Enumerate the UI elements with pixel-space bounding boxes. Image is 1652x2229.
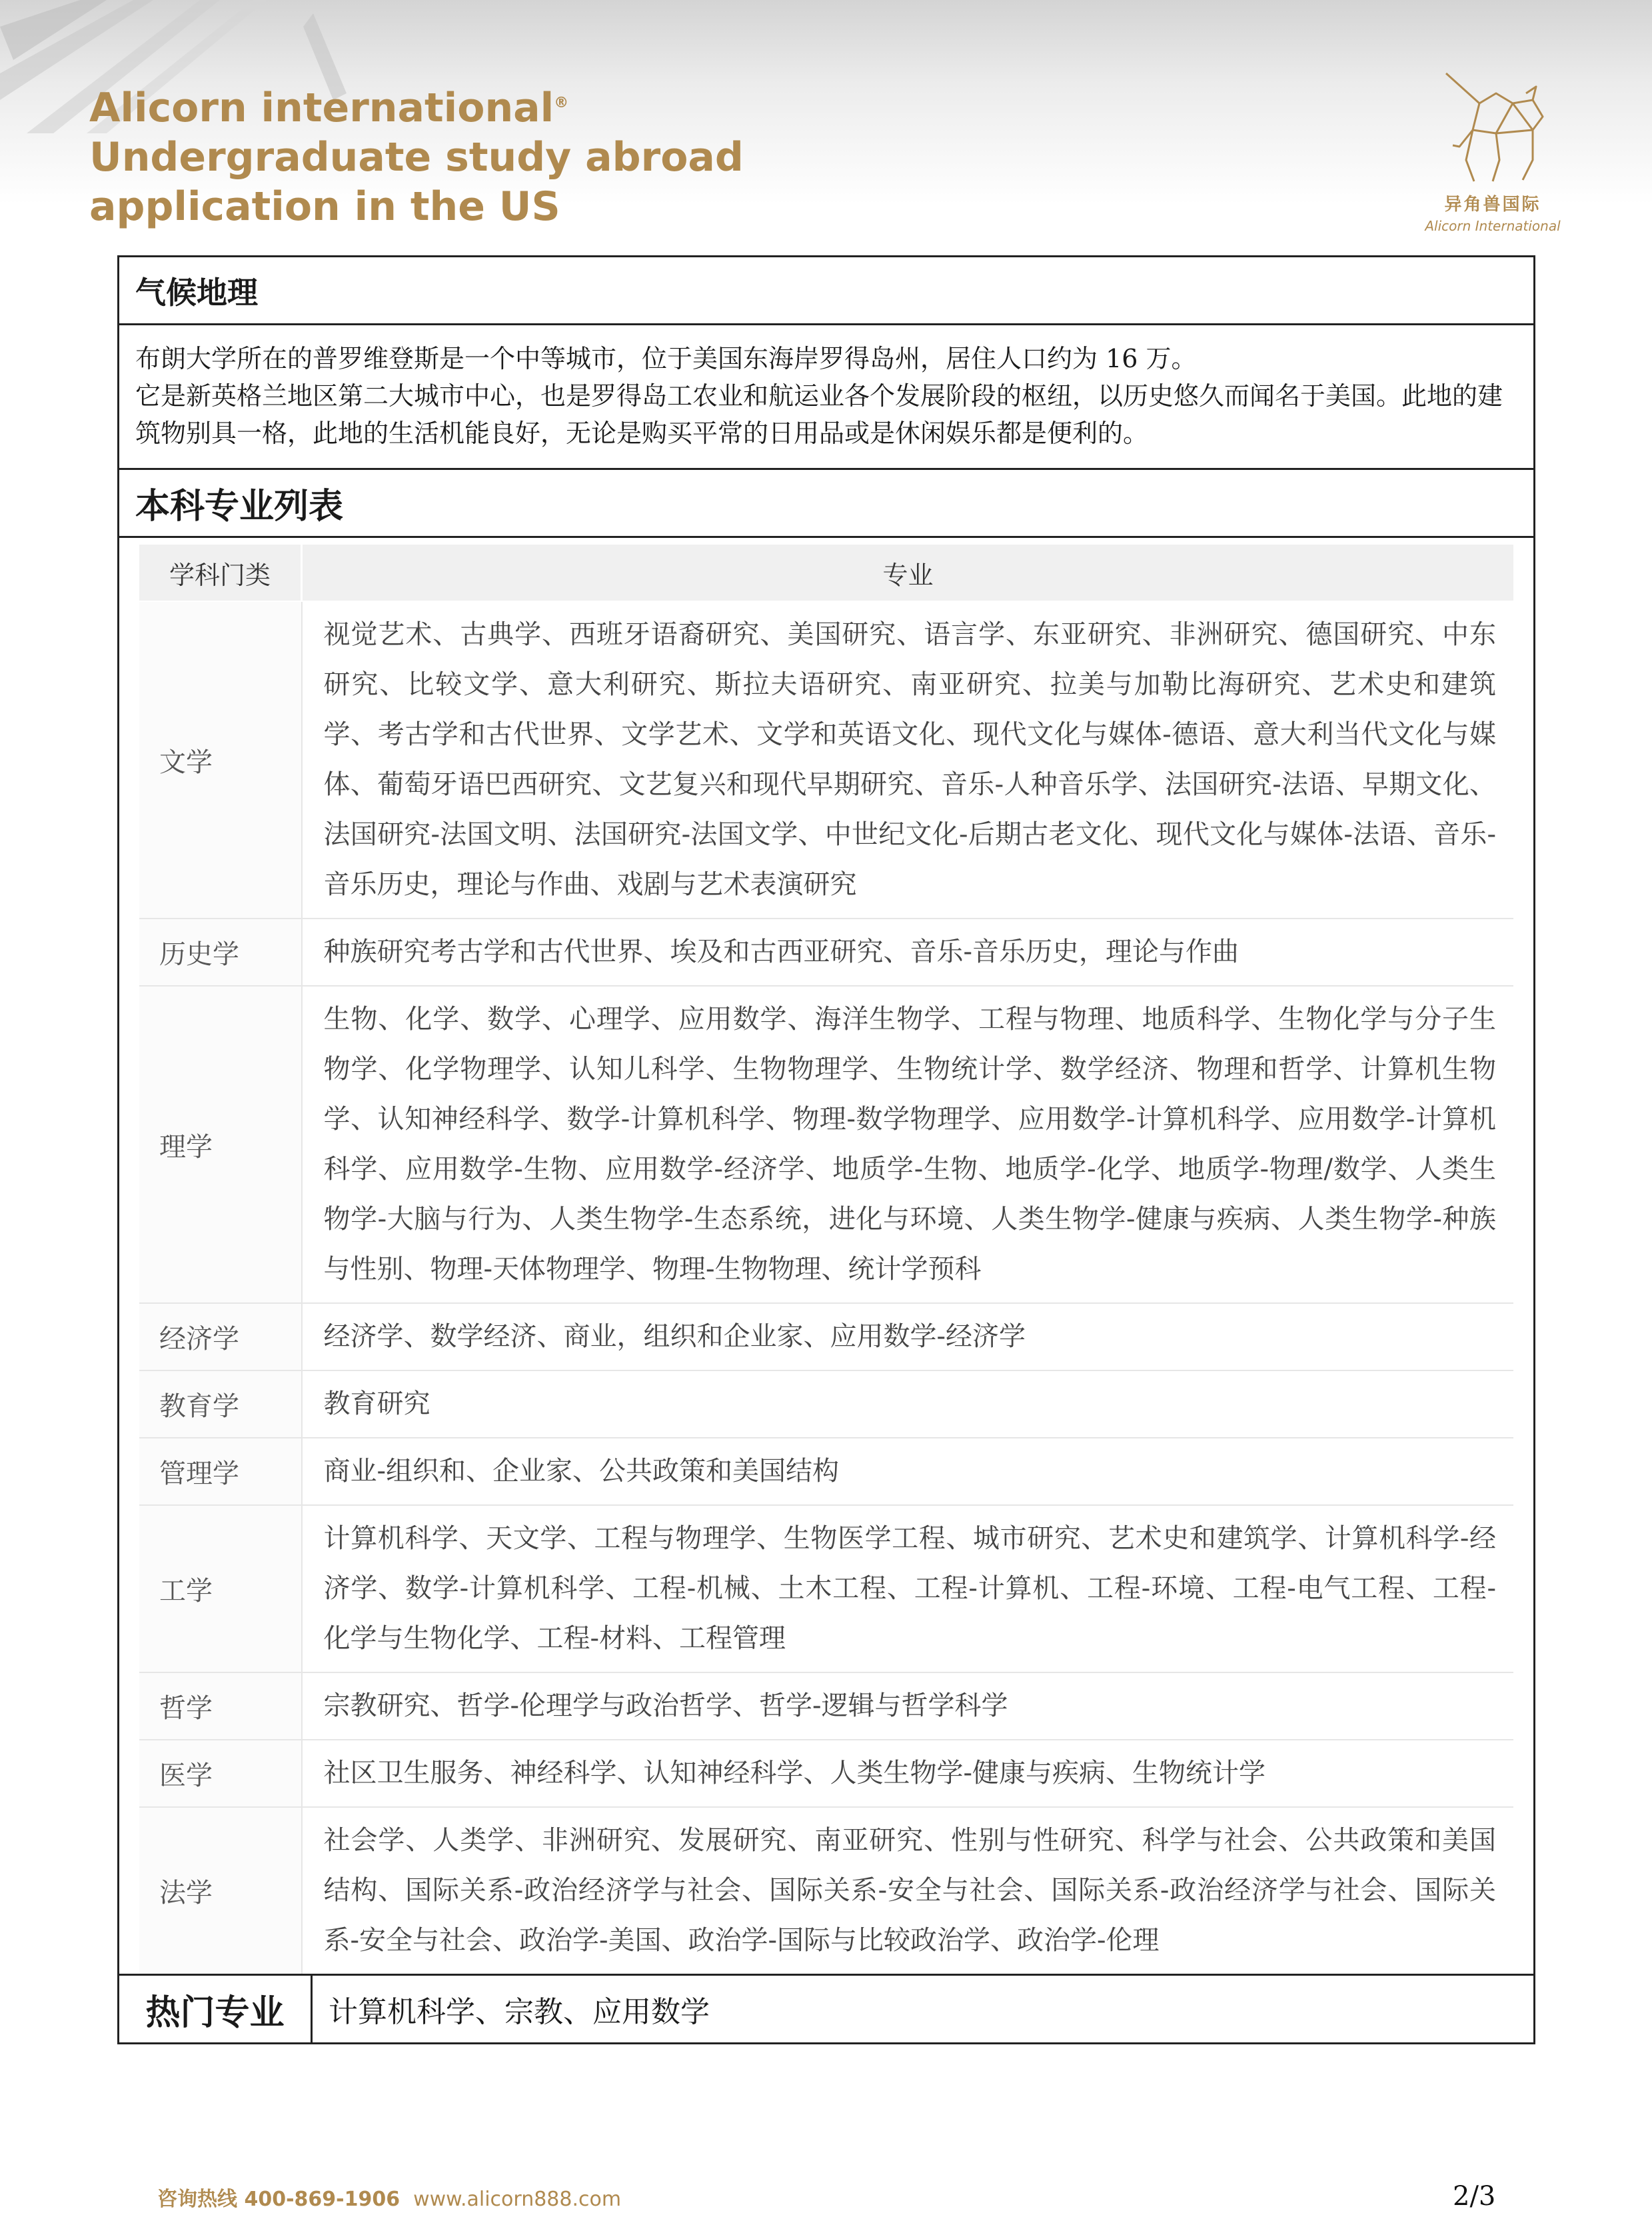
unicorn-logo-icon [1433,67,1553,187]
logo-chinese-name: 异角兽国际 [1444,195,1541,215]
table-row [139,1438,1513,1505]
brand-line-2: Undergraduate study abroad [89,134,744,181]
table-row [139,1505,1513,1672]
category-cell: 医学 [139,1740,302,1807]
footer-contact [157,2182,621,2212]
climate-heading: 气候地理 [119,257,1533,325]
school-info-table [117,255,1535,2044]
brand-line-3: application in the US [89,183,560,230]
brand-title [89,79,756,231]
climate-description [119,325,1533,470]
major-column-header: 专业 [302,545,1514,601]
majors-cell: 经济学、数学经济、商业，组织和企业家、应用数学-经济学 [302,1303,1514,1370]
company-logo [1413,67,1573,240]
hotline-text: 咨询热线 400-869-1906 [157,2188,401,2211]
majors-cell: 生物、化学、数学、心理学、应用数学、海洋生物学、工程与物理、地质科学、生物化学与分子生物学、化学物理学、认知儿科学、生物物理学、生物统计学、数学经济、物理和哲学、计算机生物学、认知神经科学、数学-计算机科学、物理-数学物理学、应用数学-计算机科学、应用数学-计算机科学、应用数学-生物、应用数学-经济学、地质学-生物、地质学-化学、地质学-物理/数学、人类生物学-大脑与行为、人类生物学-生态系统，进化与环境、人类生物学-健康与疾病、人类生物学-种族与性别、物理-天体物理学、物理-生物物理、统计学预科 [302,986,1514,1303]
hot-majors-label: 热门专业 [119,1976,313,2042]
climate-paragraph: 它是新英格兰地区第二大城市中心，也是罗得岛工农业和航运业各个发展阶段的枢纽，以历史悠久而闻名于美国。此地的建筑物别具一格，此地的生活机能良好，无论是购买平常的日用品或是休闲娱乐都是便利的。 [135,381,1503,448]
majors-cell: 计算机科学、天文学、工程与物理学、生物医学工程、城市研究、艺术史和建筑学、计算机科学-经济学、数学-计算机科学、工程-机械、土木工程、工程-计算机、工程-环境、工程-电气工程、工程-化学与生物化学、工程-材料、工程管理 [302,1505,1514,1672]
table-row [139,986,1513,1303]
table-row [139,1303,1513,1370]
majors-cell: 宗教研究、哲学-伦理学与政治哲学、哲学-逻辑与哲学科学 [302,1672,1514,1740]
majors-cell: 社区卫生服务、神经科学、认知神经科学、人类生物学-健康与疾病、生物统计学 [302,1740,1514,1807]
category-cell: 教育学 [139,1370,302,1438]
website-link[interactable]: www.alicorn888.com [413,2188,622,2211]
table-row [139,1740,1513,1807]
page-number: 2/3 [1453,2181,1496,2212]
majors-cell: 商业-组织和、企业家、公共政策和美国结构 [302,1438,1514,1505]
table-row [139,1672,1513,1740]
category-cell: 工学 [139,1505,302,1672]
majors-table [139,545,1513,1974]
category-cell: 管理学 [139,1438,302,1505]
majors-cell: 种族研究考古学和古代世界、埃及和古西亚研究、音乐-音乐历史，理论与作曲 [302,919,1514,986]
hot-majors-row [119,1976,1533,2042]
category-cell: 理学 [139,986,302,1303]
majors-header-row [139,545,1513,601]
majors-table-wrapper [119,538,1533,1976]
majors-cell: 视觉艺术、古典学、西班牙语裔研究、美国研究、语言学、东亚研究、非洲研究、德国研究、中东研究、比较文学、意大利研究、斯拉夫语研究、南亚研究、拉美与加勒比海研究、艺术史和建筑学、考古学和古代世界、文学艺术、文学和英语文化、现代文化与媒体-德语、意大利当代文化与媒体、葡萄牙语巴西研究、文艺复兴和现代早期研究、音乐-人种音乐学、法国研究-法语、早期文化、法国研究-法国文明、法国研究-法国文学、中世纪文化-后期古老文化、现代文化与媒体-法语、音乐-音乐历史，理论与作曲、戏剧与艺术表演研究 [302,601,1514,919]
majors-cell: 教育研究 [302,1370,1514,1438]
logo-english-name: Alicorn International [1425,218,1561,234]
category-cell: 历史学 [139,919,302,986]
category-column-header: 学科门类 [139,545,302,601]
climate-paragraph: 布朗大学所在的普罗维登斯是一个中等城市，位于美国东海岸罗得岛州，居住人口约为 16 万。 [135,344,1197,373]
table-row [139,601,1513,919]
table-row [139,1807,1513,1974]
brand-line-1: Alicorn international [89,85,554,131]
hot-majors-value: 计算机科学、宗教、应用数学 [329,1995,710,2029]
category-cell: 文学 [139,601,302,919]
table-row [139,1370,1513,1438]
category-cell: 哲学 [139,1672,302,1740]
table-row [139,919,1513,986]
category-cell: 法学 [139,1807,302,1974]
majors-heading: 本科专业列表 [119,470,1533,538]
category-cell: 经济学 [139,1303,302,1370]
majors-cell: 社会学、人类学、非洲研究、发展研究、南亚研究、性别与性研究、科学与社会、公共政策和美国结构、国际关系-政治经济学与社会、国际关系-安全与社会、国际关系-政治经济学与社会、国际关系-安全与社会、政治学-美国、政治学-国际与比较政治学、政治学-伦理 [302,1807,1514,1974]
registered-mark: ® [554,95,569,111]
